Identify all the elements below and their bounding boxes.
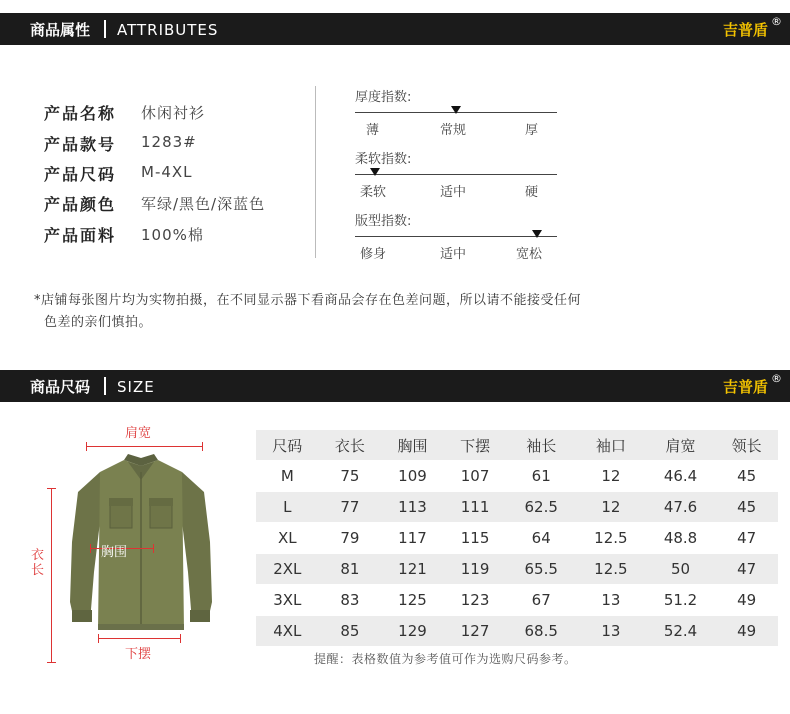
- size-title-cn: 商品尺码: [30, 378, 91, 396]
- index-label-high: 厚: [525, 123, 539, 138]
- vertical-divider: [315, 86, 316, 258]
- index-marker: [451, 106, 461, 114]
- table-cell: 12.5: [576, 554, 646, 585]
- attribute-value: M-4XL: [141, 163, 193, 181]
- index-label-low: 柔软: [360, 185, 387, 200]
- column-header: 肩宽: [646, 430, 716, 461]
- table-cell: 52.4: [646, 616, 716, 647]
- table-cell: 65.5: [506, 554, 576, 585]
- table-cell: 51.2: [646, 585, 716, 616]
- table-cell: 64: [506, 523, 576, 554]
- attribute-key: 产品名称: [44, 104, 117, 123]
- column-header: 袖口: [576, 430, 646, 461]
- table-row: [256, 492, 778, 523]
- table-cell: 3XL: [256, 585, 319, 616]
- table-row: [256, 523, 778, 554]
- attribute-value: 军绿/黑色/深蓝色: [141, 195, 266, 213]
- chest-tick: [153, 544, 154, 553]
- table-cell: 125: [381, 585, 444, 616]
- hem-width-tick: [180, 634, 181, 643]
- table-cell: 13: [576, 585, 646, 616]
- registered-mark: ®: [771, 372, 782, 385]
- size-title-en: SIZE: [117, 378, 155, 396]
- shoulder-width-line: [86, 446, 203, 447]
- index-label-mid: 适中: [440, 247, 467, 262]
- table-cell: 68.5: [506, 616, 576, 647]
- table-cell: 121: [381, 554, 444, 585]
- table-row: [256, 554, 778, 585]
- index-marker: [532, 230, 542, 238]
- attribute-key: 产品款号: [44, 135, 117, 154]
- table-cell: 50: [646, 554, 716, 585]
- attribute-value: 休闲衬衫: [141, 104, 206, 122]
- table-cell: 13: [576, 616, 646, 647]
- header-separator: [104, 20, 106, 38]
- column-header: 尺码: [256, 430, 319, 461]
- size-table: [256, 430, 778, 647]
- header-separator: [104, 377, 106, 395]
- index-label-low: 修身: [360, 247, 387, 262]
- index-label-high: 宽松: [516, 247, 543, 262]
- brand-logo: 吉普盾: [722, 21, 768, 39]
- index-label-high: 硬: [525, 185, 539, 200]
- index-title: 厚度指数:: [355, 90, 412, 105]
- color-notice-line2: 色差的亲们慎拍。: [44, 315, 153, 330]
- table-cell: 127: [444, 616, 507, 647]
- table-cell: 67: [506, 585, 576, 616]
- attribute-key: 产品面料: [44, 226, 117, 245]
- table-cell: 12.5: [576, 523, 646, 554]
- column-header: 领长: [715, 430, 778, 461]
- table-cell: 75: [319, 461, 382, 492]
- table-cell: 48.8: [646, 523, 716, 554]
- table-cell: 77: [319, 492, 382, 523]
- size-reference-tip: 提醒：表格数值为参考值可作为选购尺码参考。: [314, 652, 577, 666]
- index-title: 版型指数:: [355, 214, 412, 229]
- table-cell: 4XL: [256, 616, 319, 647]
- shoulder-width-label: 肩宽: [125, 426, 152, 441]
- table-cell: 2XL: [256, 554, 319, 585]
- hem-width-line: [98, 638, 181, 639]
- attributes-title-cn: 商品属性: [30, 21, 91, 39]
- table-cell: 81: [319, 554, 382, 585]
- brand-logo: 吉普盾: [722, 378, 768, 396]
- shoulder-width-tick: [86, 442, 87, 451]
- table-cell: 12: [576, 492, 646, 523]
- body-length-tick: [47, 662, 56, 663]
- column-header: 下摆: [444, 430, 507, 461]
- table-cell: 111: [444, 492, 507, 523]
- table-cell: 47.6: [646, 492, 716, 523]
- attribute-key: 产品颜色: [44, 195, 117, 214]
- color-notice-line1: *店铺每张图片均为实物拍摄，在不同显示器下看商品会存在色差问题，所以请不能接受任何: [34, 293, 582, 308]
- body-length-tick: [47, 488, 56, 489]
- table-cell: 47: [715, 523, 778, 554]
- table-cell: 45: [715, 492, 778, 523]
- attribute-value: 1283#: [141, 133, 197, 151]
- table-cell: 115: [444, 523, 507, 554]
- table-row: [256, 616, 778, 647]
- table-cell: 49: [715, 585, 778, 616]
- attribute-value: 100%棉: [141, 226, 204, 244]
- table-cell: XL: [256, 523, 319, 554]
- chest-tick: [90, 544, 91, 553]
- table-cell: 117: [381, 523, 444, 554]
- table-cell: L: [256, 492, 319, 523]
- table-cell: M: [256, 461, 319, 492]
- index-scale-line: [355, 174, 557, 175]
- table-row: [256, 585, 778, 616]
- column-header: 袖长: [506, 430, 576, 461]
- column-header: 胸围: [381, 430, 444, 461]
- table-cell: 123: [444, 585, 507, 616]
- table-cell: 49: [715, 616, 778, 647]
- table-cell: 83: [319, 585, 382, 616]
- chest-label: 胸围: [101, 545, 128, 560]
- table-cell: 113: [381, 492, 444, 523]
- table-cell: 85: [319, 616, 382, 647]
- table-cell: 46.4: [646, 461, 716, 492]
- index-title: 柔软指数:: [355, 152, 412, 167]
- table-row: [256, 461, 778, 492]
- table-cell: 47: [715, 554, 778, 585]
- size-header-bar: [0, 370, 790, 402]
- attribute-key: 产品尺码: [44, 165, 117, 184]
- index-scale-line: [355, 236, 557, 237]
- table-cell: 62.5: [506, 492, 576, 523]
- table-cell: 109: [381, 461, 444, 492]
- attributes-header-bar: [0, 13, 790, 45]
- index-label-mid: 常规: [440, 123, 467, 138]
- body-length-line: [51, 488, 52, 663]
- table-cell: 61: [506, 461, 576, 492]
- registered-mark: ®: [771, 15, 782, 28]
- attributes-title-en: ATTRIBUTES: [117, 21, 219, 39]
- table-cell: 129: [381, 616, 444, 647]
- index-label-mid: 适中: [440, 185, 467, 200]
- index-label-low: 薄: [366, 123, 380, 138]
- hem-width-label: 下摆: [125, 647, 152, 662]
- table-cell: 45: [715, 461, 778, 492]
- body-length-label: 衣长: [31, 548, 45, 578]
- table-cell: 107: [444, 461, 507, 492]
- column-header: 衣长: [319, 430, 382, 461]
- table-cell: 119: [444, 554, 507, 585]
- table-header-row: [256, 430, 778, 461]
- index-marker: [370, 168, 380, 176]
- shirt-image: [66, 452, 216, 642]
- shoulder-width-tick: [202, 442, 203, 451]
- table-cell: 12: [576, 461, 646, 492]
- table-cell: 79: [319, 523, 382, 554]
- hem-width-tick: [98, 634, 99, 643]
